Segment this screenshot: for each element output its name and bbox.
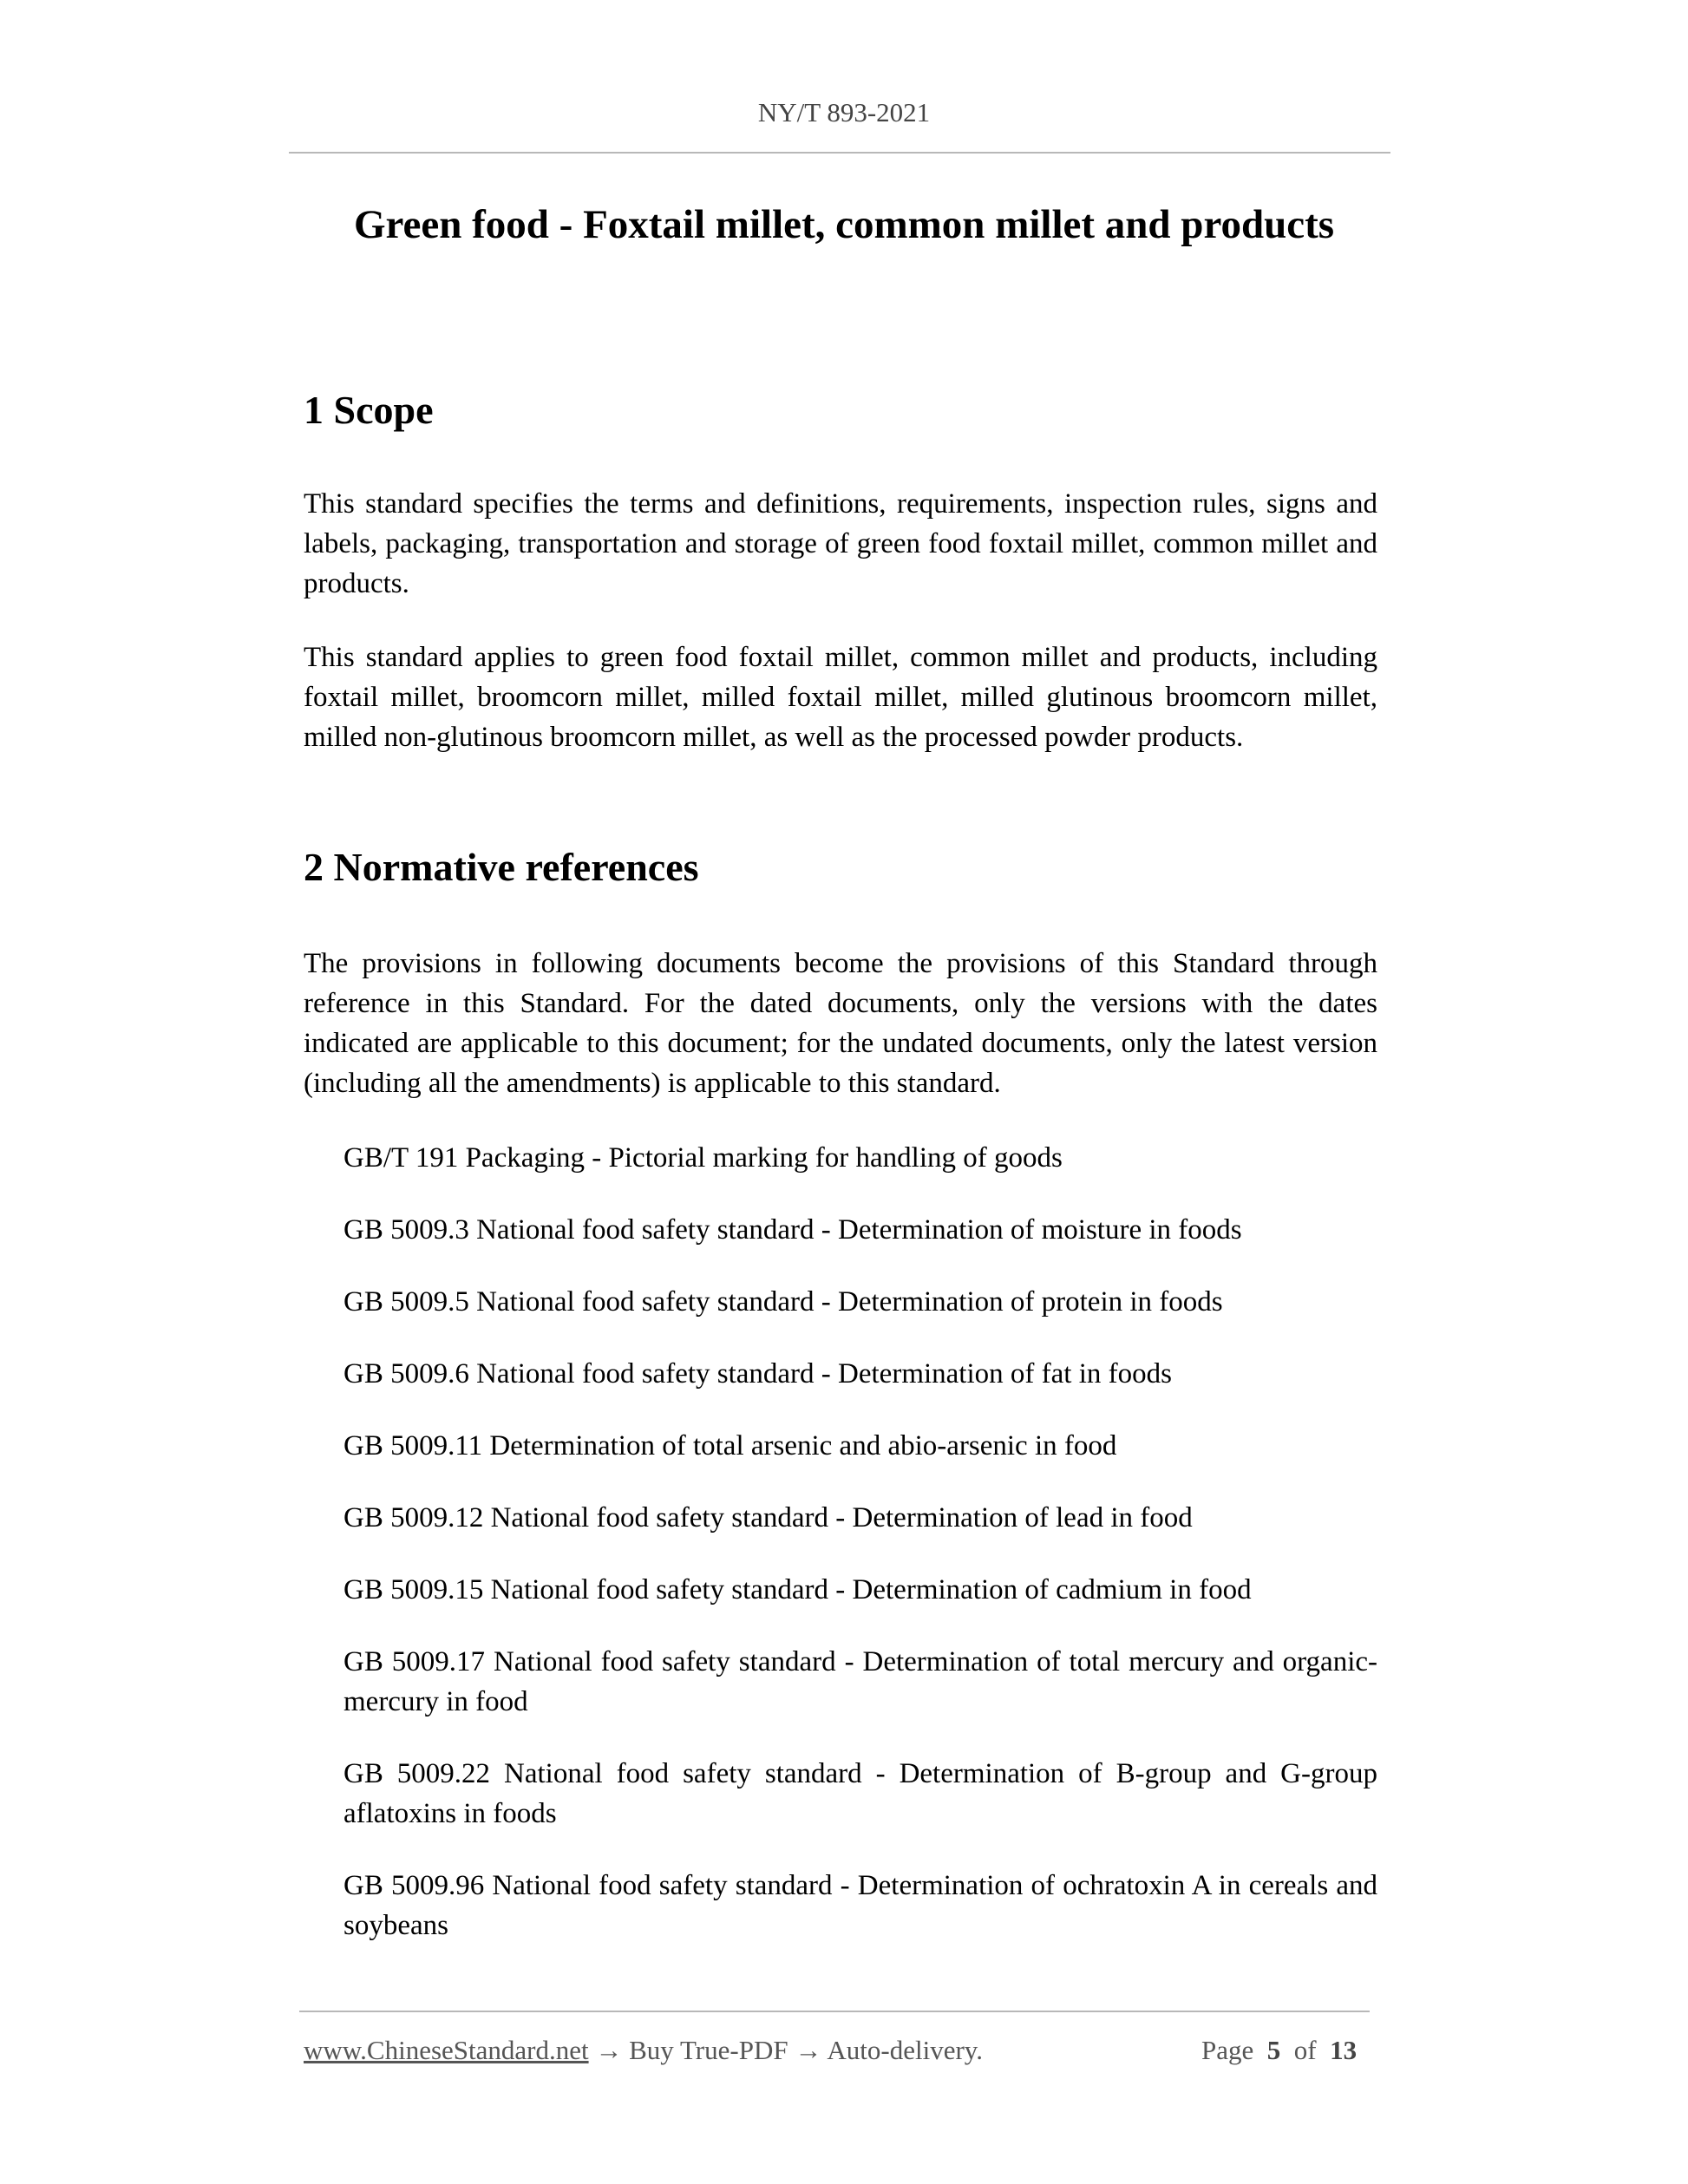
arrow-right-icon: →: [795, 2035, 822, 2065]
auto-delivery-text: Auto-delivery.: [827, 2035, 984, 2065]
normative-intro-paragraph: The provisions in following documents become the provisions of this Standard through reference in this Standard. For the dated documents, only the versions with the dates indicated are applicable to this document; for the undated documents, only the latest version (including all the amendments) is applicable to this standard.: [304, 948, 1377, 1099]
header-divider: [289, 152, 1390, 154]
header-standard-code: NY/T 893-2021: [757, 97, 931, 128]
site-link[interactable]: www.ChineseStandard.net: [304, 2035, 589, 2065]
section-heading-scope: 1 Scope: [304, 388, 434, 432]
reference-item: GB 5009.12 National food safety standard - Determination of lead in food: [343, 1502, 1193, 1533]
footer-divider: [299, 2011, 1370, 2012]
page-label: Page: [1201, 2035, 1254, 2065]
page-current-number: 5: [1266, 2035, 1281, 2065]
scope-paragraph-1: This standard specifies the terms and definitions, requirements, inspection rules, signs and labels, packaging, transportation and storage of green food foxtail millet, common millet and products.: [304, 488, 1377, 599]
page-of-label: of: [1293, 2035, 1317, 2065]
arrow-right-icon: →: [595, 2035, 623, 2065]
document-title: Green food - Foxtail millet, common millet and products: [353, 202, 1335, 247]
reference-item: GB 5009.96 National food safety standard - Determination of ochratoxin A in cereals and soybeans: [343, 1870, 1377, 1941]
buy-true-pdf-text: Buy True-PDF: [629, 2035, 788, 2065]
page-indicator: [1201, 2035, 1357, 2066]
scope-paragraph-2: This standard applies to green food foxtail millet, common millet and products, including foxtail millet, broomcorn millet, milled foxtail millet, milled glutinous broomcorn millet, milled non-glutinous broomcorn millet, as well as the processed powder products.: [304, 642, 1377, 753]
reference-item: GB 5009.11 Determination of total arsenic and abio-arsenic in food: [343, 1430, 1117, 1461]
reference-item: GB/T 191 Packaging - Pictorial marking for handling of goods: [343, 1142, 1063, 1174]
reference-item: GB 5009.17 National food safety standard - Determination of total mercury and organic-mercury in food: [343, 1646, 1377, 1717]
reference-item: GB 5009.5 National food safety standard - Determination of protein in foods: [343, 1286, 1223, 1318]
footer-promo: [304, 2035, 983, 2066]
reference-item: GB 5009.15 National food safety standard - Determination of cadmium in food: [343, 1574, 1252, 1605]
page-total-number: 13: [1330, 2035, 1358, 2065]
reference-item: GB 5009.3 National food safety standard - Determination of moisture in foods: [343, 1214, 1242, 1246]
reference-item: GB 5009.6 National food safety standard - Determination of fat in foods: [343, 1358, 1172, 1390]
section-heading-normative-references: 2 Normative references: [304, 845, 699, 889]
reference-item: GB 5009.22 National food safety standard - Determination of B-group and G-group aflatoxins in foods: [343, 1758, 1377, 1829]
